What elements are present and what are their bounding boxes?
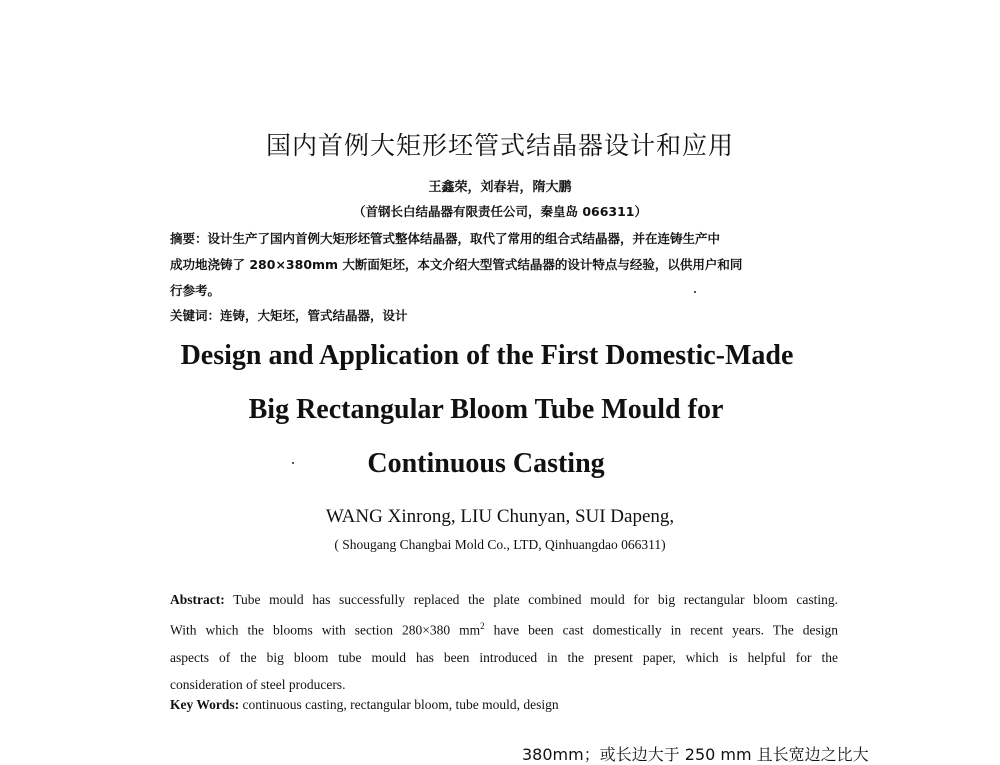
next-column-fragment: 380mm；或长边大于 250 mm 且长宽边之比大: [522, 745, 869, 764]
chinese-abstract-line: 行参考。: [170, 283, 221, 298]
english-authors: WANG Xinrong, LIU Chunyan, SUI Dapeng,: [325, 506, 675, 527]
abstract-text: With which the blooms with section 280×380 mm: [170, 622, 481, 638]
superscript: 2: [480, 621, 485, 631]
english-title-line: Big Rectangular Bloom Tube Mould for: [248, 394, 724, 425]
english-abstract-line: aspects of the big bloom tube mould has been introduced in the present paper, which is helpful for the: [170, 649, 838, 665]
abstract-text: Tube mould has successfully replaced the plate combined mould for big rectangular bloom casting.: [224, 592, 838, 607]
chinese-title: 国内首例大矩形坯管式结晶器设计和应用: [265, 131, 734, 160]
keywords-label: Key Words:: [170, 697, 240, 712]
english-keywords: [170, 697, 559, 713]
chinese-affiliation: （首钢长白结晶器有限责任公司，秦皇岛 066311）: [352, 204, 648, 219]
abstract-label: Abstract:: [170, 592, 225, 607]
scan-speck: [292, 462, 294, 464]
chinese-keywords: 关键词：连铸，大矩坯，管式结晶器，设计: [170, 308, 408, 323]
abstract-text: have been cast domestically in recent years. The design: [484, 622, 838, 638]
chinese-abstract: [170, 226, 810, 304]
english-title-line: Continuous Casting: [367, 448, 605, 479]
scan-speck: [694, 291, 696, 293]
chinese-authors: 王鑫荣，刘春岩，隋大鹏: [428, 180, 572, 195]
keywords-text: continuous casting, rectangular bloom, tube mould, design: [239, 697, 559, 712]
english-abstract: [170, 586, 838, 698]
english-affiliation: ( Shougang Changbai Mold Co., LTD, Qinhuangdao 066311): [334, 537, 666, 552]
chinese-abstract-line: 摘要：设计生产了国内首例大矩形坯管式整体结晶器，取代了常用的组合式结晶器，并在连铸生产中: [170, 231, 721, 246]
english-title-line: Design and Application of the First Domestic-Made: [180, 340, 794, 371]
english-abstract-line: consideration of steel producers.: [170, 676, 346, 692]
english-abstract-line: [170, 613, 838, 644]
english-abstract-line: [170, 586, 838, 613]
chinese-abstract-line: 成功地浇铸了 280×380mm 大断面矩坯，本文介绍大型管式结晶器的设计特点与经验，以供用户和同: [170, 257, 743, 272]
